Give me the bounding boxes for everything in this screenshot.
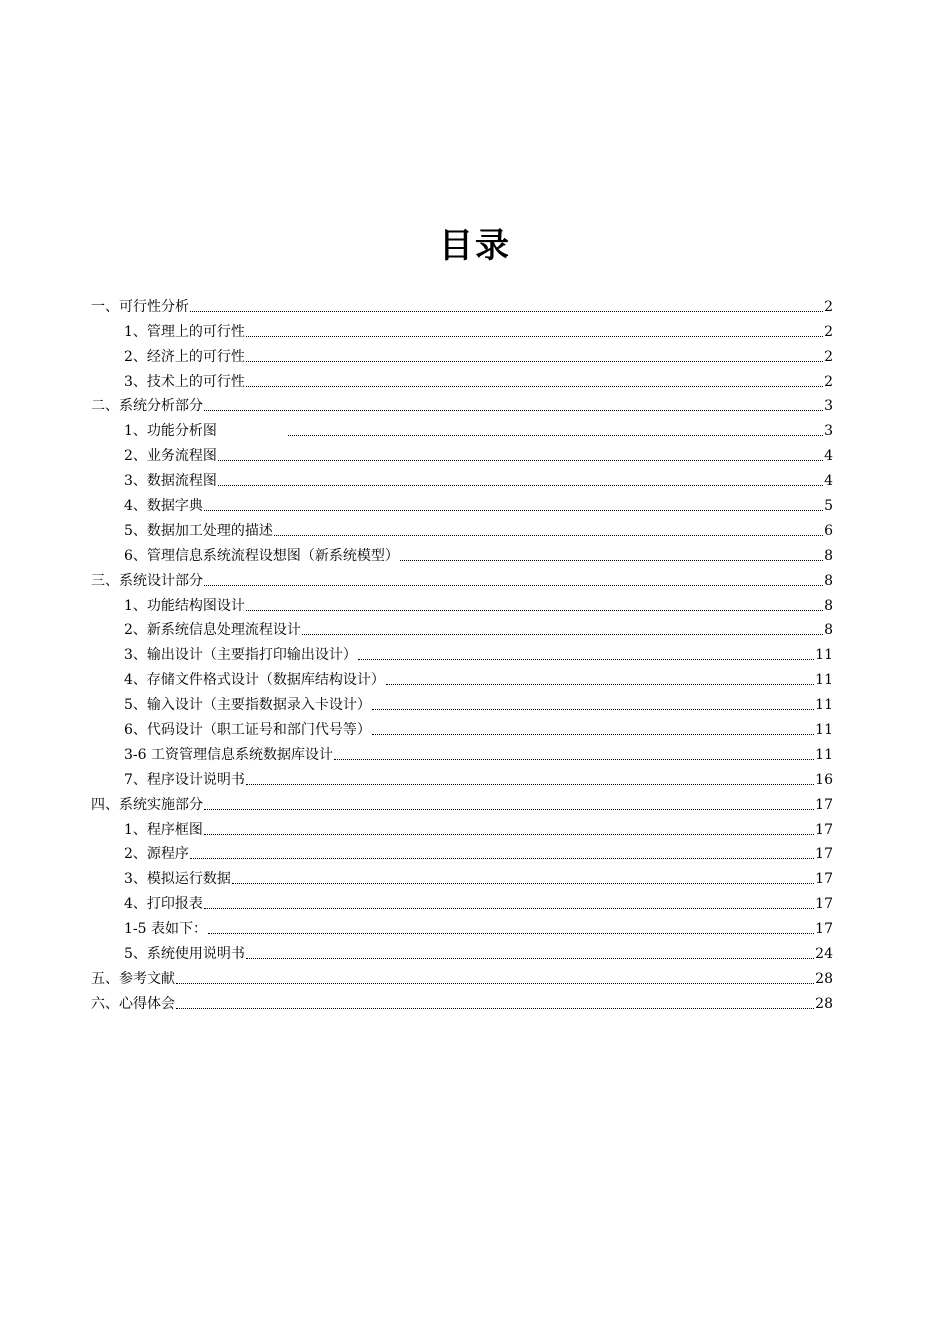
toc-entry[interactable] <box>91 316 833 341</box>
toc-entry-page-number: 2 <box>824 298 833 315</box>
toc-entry-page-number: 2 <box>824 373 833 390</box>
toc-entry-label: 4、数据字典 <box>124 498 203 515</box>
toc-entry-page-number: 2 <box>824 323 833 340</box>
toc-entry[interactable] <box>91 540 833 565</box>
toc-entry[interactable] <box>91 341 833 366</box>
toc-dot-leader <box>386 684 814 685</box>
toc-entry[interactable] <box>91 391 833 416</box>
toc-dot-leader <box>218 460 823 461</box>
toc-entry-page-number: 5 <box>824 498 833 515</box>
toc-entry-page-number: 8 <box>824 547 833 564</box>
toc-dot-leader <box>246 386 823 387</box>
toc-entry-page-number: 3 <box>824 423 833 440</box>
toc-dot-leader <box>246 610 823 611</box>
toc-entry[interactable] <box>91 366 833 391</box>
toc-entry-label: 1、功能结构图设计 <box>124 597 245 614</box>
toc-entry-page-number: 17 <box>815 821 833 838</box>
toc-entry-label: 3、数据流程图 <box>124 473 217 490</box>
toc-entry-label: 5、数据加工处理的描述 <box>124 522 273 539</box>
toc-dot-leader <box>204 510 823 511</box>
toc-entry-page-number: 11 <box>815 697 833 714</box>
toc-entry-page-number: 4 <box>824 473 833 490</box>
toc-dot-leader <box>176 1008 814 1009</box>
toc-entry[interactable] <box>91 590 833 615</box>
toc-entry-page-number: 4 <box>824 448 833 465</box>
toc-entry-page-number: 3 <box>824 398 833 415</box>
toc-entry-label: 2、新系统信息处理流程设计 <box>124 622 301 639</box>
toc-dot-leader <box>358 659 814 660</box>
toc-entry-label: 1、程序框图 <box>124 821 203 838</box>
toc-entry[interactable] <box>91 963 833 988</box>
toc-dot-leader <box>372 709 814 710</box>
toc-entry[interactable] <box>91 615 833 640</box>
page-title: 目录 <box>439 226 511 266</box>
toc-entry-label: 二、系统分析部分 <box>91 398 203 415</box>
toc-entry[interactable] <box>91 814 833 839</box>
toc-dot-leader <box>218 485 823 486</box>
toc-entry-label: 3、技术上的可行性 <box>124 373 245 390</box>
toc-entry[interactable] <box>91 888 833 913</box>
toc-entry[interactable] <box>91 689 833 714</box>
toc-entry-label: 1、管理上的可行性 <box>124 323 245 340</box>
toc-entry[interactable] <box>91 789 833 814</box>
toc-dot-leader <box>232 883 814 884</box>
toc-entry-page-number: 17 <box>815 796 833 813</box>
toc-dot-leader <box>288 435 823 436</box>
toc-entry[interactable] <box>91 988 833 1013</box>
toc-entry-label: 三、系统设计部分 <box>91 572 203 589</box>
toc-entry-label: 四、系统实施部分 <box>91 796 203 813</box>
toc-entry[interactable] <box>91 764 833 789</box>
toc-entry-label: 3、模拟运行数据 <box>124 871 231 888</box>
toc-entry-page-number: 28 <box>815 995 833 1012</box>
toc-dot-leader <box>246 958 814 959</box>
toc-entry-label: 4、打印报表 <box>124 896 203 913</box>
toc-entry[interactable] <box>91 863 833 888</box>
toc-entry-page-number: 28 <box>815 970 833 987</box>
toc-entry[interactable] <box>91 490 833 515</box>
toc-entry-page-number: 11 <box>815 672 833 689</box>
toc-entry-label: 6、管理信息系统流程设想图（新系统模型） <box>124 547 399 564</box>
toc-dot-leader <box>334 759 814 760</box>
toc-entry-page-number: 8 <box>824 572 833 589</box>
toc-entry[interactable] <box>91 440 833 465</box>
toc-entry-page-number: 11 <box>815 647 833 664</box>
toc-entry[interactable] <box>91 664 833 689</box>
toc-dot-leader <box>176 983 814 984</box>
toc-entry-page-number: 8 <box>824 597 833 614</box>
toc-entry-label: 5、输入设计（主要指数据录入卡设计） <box>124 697 371 714</box>
toc-dot-leader <box>204 908 814 909</box>
toc-dot-leader <box>204 410 823 411</box>
toc-dot-leader <box>190 858 814 859</box>
toc-entry-page-number: 17 <box>815 846 833 863</box>
toc-entry[interactable] <box>91 465 833 490</box>
toc-entry-page-number: 17 <box>815 921 833 938</box>
toc-entry-label: 1-5 表如下： <box>124 921 207 938</box>
toc-entry-page-number: 17 <box>815 871 833 888</box>
toc-dot-leader <box>204 585 823 586</box>
toc-dot-leader <box>246 336 823 337</box>
toc-entry-label: 2、业务流程图 <box>124 448 217 465</box>
toc-dot-leader <box>204 809 814 810</box>
toc-dot-leader <box>274 535 823 536</box>
toc-dot-leader <box>204 834 814 835</box>
toc-entry-page-number: 16 <box>815 771 833 788</box>
toc-entry[interactable] <box>91 515 833 540</box>
toc-entry-page-number: 8 <box>824 622 833 639</box>
toc-entry[interactable] <box>91 291 833 316</box>
toc-entry-page-number: 6 <box>824 522 833 539</box>
toc-entry[interactable] <box>91 639 833 664</box>
toc-entry-label: 5、系统使用说明书 <box>124 946 245 963</box>
toc-entry-page-number: 2 <box>824 348 833 365</box>
toc-entry[interactable] <box>91 739 833 764</box>
toc-entry-label: 2、源程序 <box>124 846 189 863</box>
toc-entry-page-number: 17 <box>815 896 833 913</box>
toc-dot-leader <box>400 560 823 561</box>
toc-dot-leader <box>208 933 814 934</box>
toc-entry-label: 6、代码设计（职工证号和部门代号等） <box>124 722 371 739</box>
toc-entry-label: 3-6 工资管理信息系统数据库设计 <box>124 746 333 763</box>
toc-dot-leader <box>302 634 823 635</box>
toc-entry-label: 一、可行性分析 <box>91 298 189 315</box>
toc-dot-leader <box>246 784 814 785</box>
toc-entry[interactable] <box>91 415 833 440</box>
toc-dot-leader <box>190 311 823 312</box>
toc-entry-label: 7、程序设计说明书 <box>124 771 245 788</box>
toc-entry[interactable] <box>91 913 833 938</box>
toc-entry[interactable] <box>91 565 833 590</box>
toc-dot-leader <box>372 734 814 735</box>
toc-entry-label: 五、参考文献 <box>91 970 175 987</box>
table-of-contents <box>91 291 833 1013</box>
toc-entry-label: 4、存储文件格式设计（数据库结构设计） <box>124 672 385 689</box>
toc-entry-label: 3、输出设计（主要指打印输出设计） <box>124 647 357 664</box>
toc-entry[interactable] <box>91 714 833 739</box>
toc-entry-page-number: 11 <box>815 722 833 739</box>
toc-dot-leader <box>246 361 823 362</box>
toc-entry-label: 2、经济上的可行性 <box>124 348 245 365</box>
toc-entry-label: 六、心得体会 <box>91 995 175 1012</box>
toc-entry-label: 1、功能分析图 <box>124 423 217 440</box>
toc-entry-page-number: 11 <box>815 746 833 763</box>
toc-entry[interactable] <box>91 839 833 864</box>
toc-entry-page-number: 24 <box>815 946 833 963</box>
toc-entry[interactable] <box>91 938 833 963</box>
